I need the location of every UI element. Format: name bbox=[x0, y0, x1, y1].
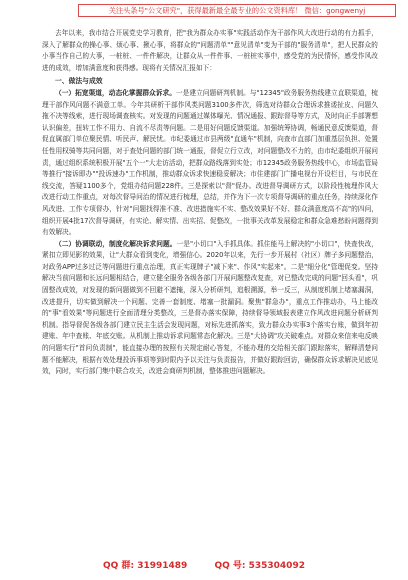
part-two-lead: （二）协调联动，制度化解决诉求问题。 bbox=[55, 239, 177, 248]
document-body bbox=[42, 28, 378, 378]
intro-paragraph: 去年以来，我市结合开展党史学习教育，把"我为群众办实事"实践活动作为干部作风大改进行动的有力抓手，深入了解群众的操心事、烦心事、揪心事，将群众的"问题清单""意见清单"变为干部的"服务清单"，把人民群众的小事当作自己的大事，一桩桩、一件件解决，让群众从一件件事、一桩桩实事中，感受党的为民情怀，感受作风改进的成效，增加满意度和获得感。现将有关情况汇报如下： bbox=[42, 29, 378, 72]
footer-qq-number: QQ 号: 535304092 bbox=[214, 561, 305, 571]
promo-banner bbox=[78, 4, 396, 17]
footer-qq-group: QQ 群: 31991489 bbox=[103, 561, 188, 571]
section-heading: 一、做法与成效 bbox=[55, 77, 103, 86]
promo-banner-text: 关注头条号"公文研究"，获得最新最全最专业的公文资料库！ 微信：gongwenyj bbox=[108, 6, 366, 15]
part-one-lead: （一）拓宽渠道，动态化掌握群众诉求。 bbox=[55, 88, 176, 97]
part-one-paragraph bbox=[42, 88, 378, 239]
part-two-paragraph bbox=[42, 239, 378, 378]
part-two-body: 一是"小切口"入手抓具体。抓住能马上解决的"小切口"，快查快改，紧扣立即见影的效果，让"大群众看到变化，增强信心。2020年以来，先行一步开展村（社区）牌子多问题整治，对政务APP过多过泛等问题进行重点治理，真正实现牌子"减下来"、作风"实起来"。二是"细分化"管理促变。坚持解决当前问题和长远问题相结合，建立健全服务各级各部门开展问题整改复查，对已整改完成的问题"回头看"，巩固整改成效，对发现的新问题做到不回避不遮掩，深入分析研判，追根溯源，举一反三，从制度机制上堵塞漏洞，改进提升，切实做到解决一个问题、完善一套制度、堵塞一批漏洞。聚焦"群急办"，重点工作推动办，马上能改的"事"看效果"等问题进行全面清理分类整改，三是督办落实保障，持续督导领域报表建立作风改进问题分析研判机制。指导督促各级各部门建立民主生活会发现问题，对标先进抓落实，致力群众办实事3个落实台账，做到年初建账、年中查账、年底交账。从机制上推动诉求问题常态化解决。三是"大协调"攻关破难点。对群众来信来电反映的问题实行"首问负责制"，能直接办理的按照有关规定耐心答复，不能办理的交给相关部门跟踪落实，解释清楚问题不能解决，根据有效处理投诉事项等到时限内予以关注与负责报告，并做好跟踪回访，确保群众诉求解决见底见效，同时，实行部门集中联合攻关，改进会商研判机制，整体推进问题解决。 bbox=[42, 239, 378, 376]
part-one-body: 一是建立问题研判机制。与"12345"政务服务热线建立直联渠道，梳理干部作风问题不满意工单。今年共研析干部作风类问题3100多件次，筛选对待群众合理诉求推诿扯皮、问题久拖不决等线索，进行现场调查核实。对发现的问题通过媒体曝光、情况通报、跟踪督导等方式，及时向正手部署想认识偏差，扭转工作不用力、自流不尽责等问题。二是用好问题反馈渠道。加强统筹协调，畅通民意反馈渠道，督促直属部门单位聚民情、听民声、解民忧。市纪委通过市县两级"直通车"机制，向查市直部门加重基层负担、处置任性用权骑等共同问题，对于查处问题的部门统一通报，督促立行立改，对问题整改不力的，由市纪委组织开展问责，通过组织系统积极开展"五个一"大走访活动，把群众路线落到实处；市12345政务服务热线中心，市场监管局等推行"接诉即办""投诉速办"工作机制，推动群众诉求快速稳妥解决；市住建部门广播电视台开设栏目，与市民在线交流，答疑1100多个，党组办结问题228件。三是探索以"督"促办。改进督导调研方式，以阶段性梳理作风大改进行动工作重点，对每次督导问治的情况进行梳理，总结，并作为下一次专项督导调研的重点任务，持续深化作风改进、工作专项督办，针对"问题找得准不准、改进措施实不实、整改效果好不好、群众满意度高不高"的四问，组织开展4批17次督导调研，有实论、解实情、出实招、促整改，一批事关改革发展稳定和群众急难愁盼问题得到有效解决。 bbox=[42, 88, 378, 237]
footer-contacts bbox=[0, 558, 408, 571]
